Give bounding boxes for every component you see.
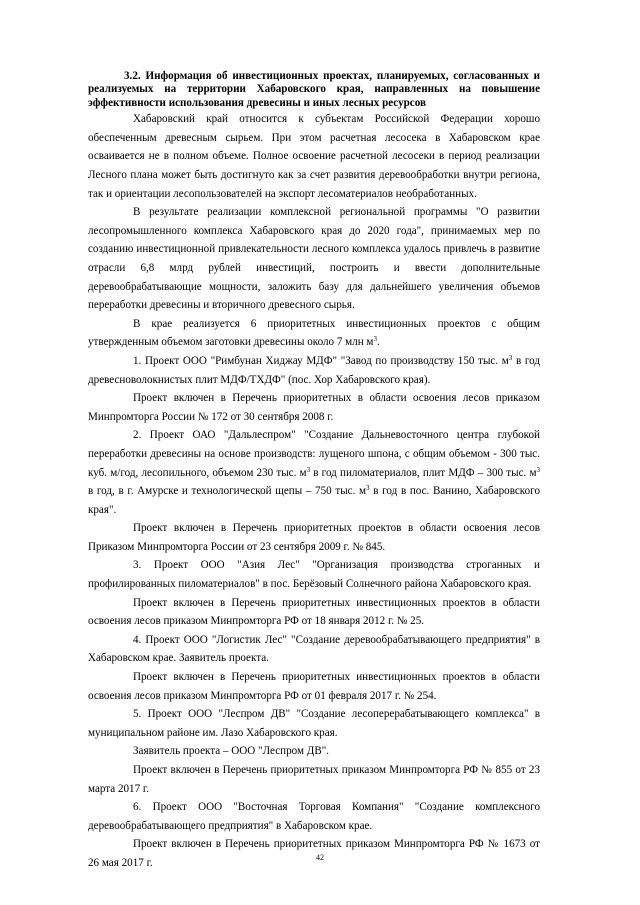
superscript-3: 3 (306, 465, 311, 474)
superscript-3: 3 (536, 465, 540, 474)
superscript-3: 3 (508, 353, 513, 362)
paragraph-project-6-order: Проект включен в Перечень приоритетных приказом Минпромторга РФ № 1673 от 26 мая 2017 г. (88, 838, 540, 869)
paragraph-project-6: 6. Проект ООО "Восточная Торговая Компания" "Создание комплексного деревообрабатывающего предприятия" в Хабаровском крае. (88, 801, 540, 832)
page-number: 42 (316, 853, 324, 862)
paragraph-project-2: 2. Проект ОАО "Дальлеспром" "Создание Дальневосточного центра глубокой переработки древесины на основе производств: лущеного шпона, с общим объемом - 300 тыс. куб. м/год, лесопильного, объемом 230 тыс. $м^3$ в год пиломатериалов, плит МДФ – 300 тыс. $м^3$ в год, в г. Амурске и технологической щепы – 750 тыс. $м^3$ в год в пос. Ванино, Хабаровского края". (88, 429, 541, 516)
section-heading: 3.2. Информация об инвестиционных проектах, планируемых, согласованных и реализуемых на территории Хабаровского края, направленных на повышение эффективности использования древесины и иных лесных ресурсов (88, 70, 540, 109)
paragraph-project-3: 3. Проект ООО "Азия Лес" "Организация производства строганных и профилированных пиломатериалов" в пос. Берёзовый Солнечного района Хабаровского края. (88, 559, 540, 591)
paragraph-project-2-order: Проект включен в Перечень приоритетных проектов в области освоения лесов Приказом Минпромторга России от 23 сентября 2009 г. № 845. (88, 522, 540, 553)
paragraph-project-5: 5. Проект ООО "Леспром ДВ" "Создание лесоперерабатывающего комплекса" в муниципальном районе им. Лазо Хабаровского края. (88, 708, 540, 739)
paragraph-project-4: 4. Проект ООО "Логистик Лес" "Создание деревообрабатывающего предприятия" в Хабаровском крае. Заявитель проекта. (88, 633, 540, 665)
paragraph-program-results: В результате реализации комплексной региональной программы "О развитии лесопромышленного комплекса Хабаровского края до 2020 года", принимаемых мер по созданию инвестиционной привлекательности лесного комплекса удалось привлечь в развитие отрасли 6,8 млрд рублей инвестиций, построить и ввести дополнительные деревообрабатывающие мощности, заложить базу для дальнейшего увеличения объемов переработки древесины и вторичного древесного сырья. (88, 206, 540, 312)
paragraph-project-1: 1. Проект ООО "Римбунан Хиджау МДФ" "Завод по производству 150 тыс. $м^3$ в год древесноволокнистых плит МДФ/ТХДФ" (пос. Хор Хабаровского края). (88, 353, 540, 386)
paragraph-project-4-order: Проект включен в Перечень приоритетных инвестиционных проектов в области освоения лесов приказом Минпромторга РФ от 01 февраля 2017 г. № 254. (88, 671, 540, 702)
paragraph-project-5-applicant: Заявитель проекта – ООО "Леспром ДВ". (133, 745, 330, 758)
page-content (88, 70, 540, 873)
superscript-3: 3 (366, 484, 370, 493)
superscript-3: 3 (373, 335, 377, 344)
paragraph-project-3-order: Проект включен в Перечень приоритетных инвестиционных проектов в области освоения лесов приказом Минпромторга РФ от 18 января 2012 г. № 25. (88, 596, 540, 628)
paragraph-resources: Хабаровский край относится к субъектам Российской Федерации хорошо обеспеченным древесным сырьем. При этом расчетная лесосека в Хабаровском крае осваивается не в полном объеме. Полное освоение расчетной лесосеки в период реализации Лесного плана может быть достигнуто как за счет развития деревообработки внутри региона, так и ориентации лесопользователей на экспорт лесоматериалов необработанных. (88, 113, 540, 200)
paragraph-priority-projects: В крае реализуется 6 приоритетных инвестиционных проектов с общим утвержденным объемом заготовки древесины около 7 млн $м^3$. (88, 317, 540, 349)
paragraph-project-1-order: Проект включен в Перечень приоритетных в области освоения лесов приказом Минпромторга России № 172 от 30 сентября 2008 г. (88, 392, 540, 423)
paragraph-project-5-order: Проект включен в Перечень приоритетных приказом Минпромторга РФ № 855 от 23 марта 2017 г. (88, 764, 540, 795)
